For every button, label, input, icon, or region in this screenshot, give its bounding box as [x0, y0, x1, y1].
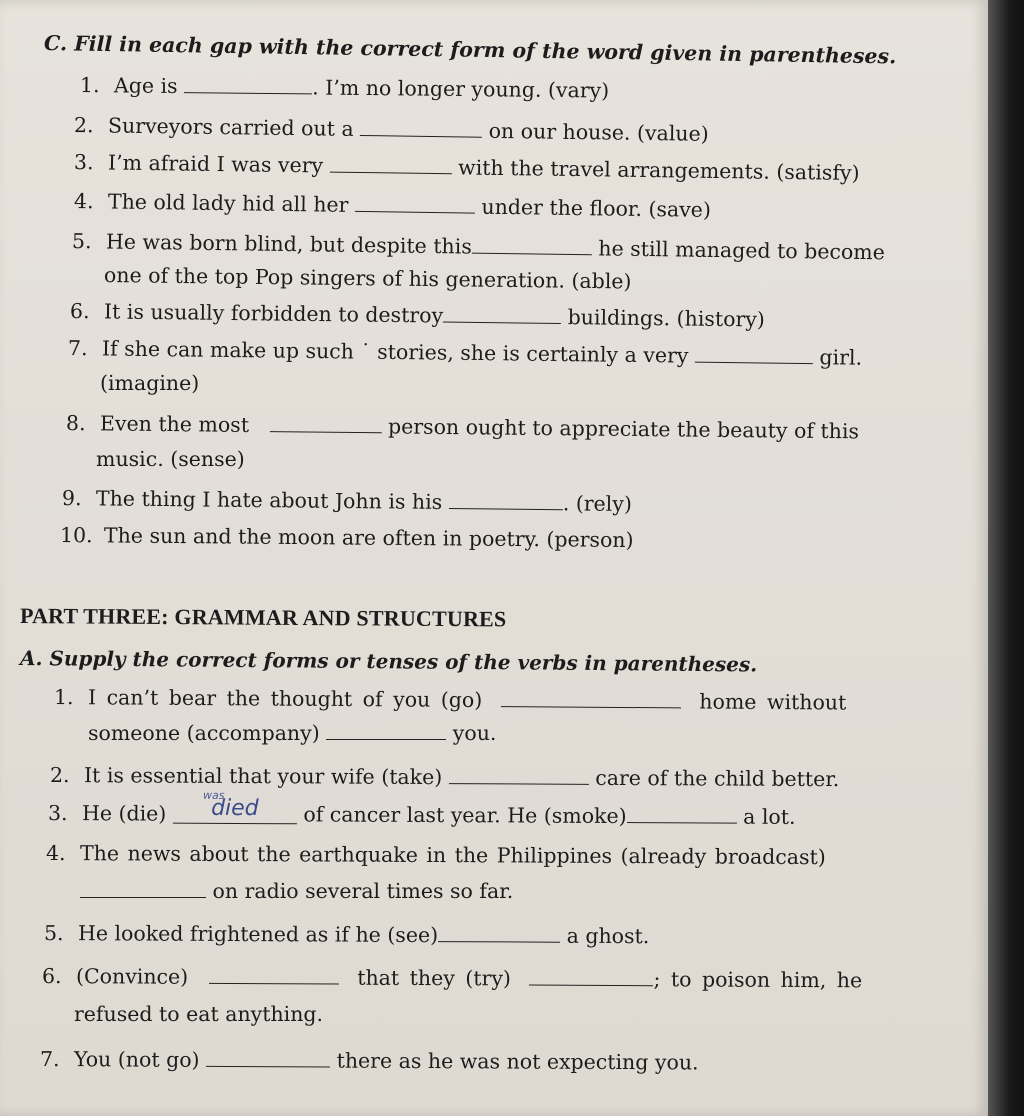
- item-text: Age is: [113, 73, 178, 99]
- item-text: one of the top Pop singers of his generation. (able): [103, 263, 632, 294]
- item-text: girl.: [819, 345, 863, 370]
- a-item-7: [40, 1046, 699, 1075]
- c-item-5-cont: [104, 262, 632, 294]
- answer-blank[interactable]: [269, 415, 381, 433]
- item-text: there as he was not expecting you.: [336, 1048, 699, 1075]
- answer-blank[interactable]: [330, 156, 452, 175]
- item-number: 2.: [49, 763, 70, 788]
- c-item-6: [70, 298, 765, 332]
- answer-blank[interactable]: [529, 969, 653, 987]
- answer-blank[interactable]: [449, 492, 563, 510]
- item-text: refused to eat anything.: [74, 1002, 324, 1026]
- item-text: It is usually forbidden to destroy: [103, 299, 444, 328]
- answer-blank[interactable]: [209, 967, 339, 985]
- a-item-5: [44, 920, 649, 949]
- section-a-heading: A. Supply the correct forms or tenses of the verbs in parentheses.: [19, 646, 758, 677]
- c-item-1: [80, 72, 609, 104]
- item-text: You (not go): [73, 1047, 200, 1072]
- a-item-2: [50, 762, 840, 792]
- answer-blank[interactable]: [449, 767, 589, 785]
- item-text: you.: [452, 721, 497, 745]
- handwritten-answer: died: [211, 795, 259, 822]
- item-number: 4.: [73, 189, 94, 214]
- item-text: The thing I hate about John is his: [95, 486, 443, 514]
- answer-blank[interactable]: [627, 806, 737, 824]
- item-text: on radio several times so far.: [212, 879, 514, 903]
- item-text: He was born blind, but despite this: [105, 229, 472, 259]
- c-item-7-cont: [100, 370, 199, 396]
- c-item-4: [74, 188, 711, 223]
- handwritten-note: was: [202, 788, 225, 802]
- item-text: that they (try): [357, 965, 512, 991]
- item-text: I can’t bear the thought of you (go): [87, 685, 483, 712]
- c-item-5: [72, 228, 885, 265]
- item-text: (imagine): [100, 371, 200, 395]
- answer-blank[interactable]: [501, 690, 681, 708]
- item-text: He (die): [81, 801, 167, 826]
- item-text: under the floor. (save): [481, 194, 712, 222]
- answer-blank[interactable]: [443, 306, 561, 324]
- answer-blank[interactable]: [184, 76, 312, 94]
- item-number: 7.: [39, 1047, 60, 1072]
- item-number: 1.: [53, 685, 74, 710]
- answer-blank[interactable]: [206, 1050, 330, 1068]
- item-text: Even the most: [99, 411, 250, 437]
- item-text: (Convince): [75, 964, 189, 989]
- item-text: a lot.: [743, 804, 796, 829]
- a-item-6-cont: [74, 1001, 323, 1027]
- a-item-6: [42, 963, 862, 993]
- item-text: I’m afraid I was very: [107, 150, 324, 178]
- c-item-10: [60, 522, 634, 553]
- item-number: 5.: [71, 229, 92, 254]
- item-number: 7.: [67, 336, 88, 361]
- a-item-1-cont: [88, 720, 496, 746]
- item-text: The news about the earthquake in the Philippines (already broadcast): [79, 841, 826, 870]
- item-text: . (rely): [562, 491, 633, 516]
- section-c-heading: C. Fill in each gap with the correct form of the word given in parentheses.: [43, 31, 897, 69]
- c-item-3: [74, 149, 860, 186]
- answer-blank[interactable]: [438, 925, 560, 943]
- a-item-4: [46, 840, 826, 870]
- c-item-2: [74, 112, 709, 147]
- item-text: Surveyors carried out a: [107, 113, 354, 141]
- item-text: care of the child better.: [595, 765, 840, 792]
- answer-blank[interactable]: [355, 195, 475, 214]
- item-number: 3.: [73, 150, 94, 175]
- item-text: If she can make up such ˙ stories, she is certainly a very: [101, 336, 689, 368]
- c-item-7: [68, 335, 862, 371]
- item-text: He looked frightened as if he (see): [77, 921, 439, 948]
- item-number: 5.: [43, 921, 64, 946]
- c-item-9: [62, 485, 632, 517]
- c-item-8: [66, 410, 859, 444]
- item-text: ; to poison him, he: [653, 967, 863, 993]
- item-text: It is essential that your wife (take): [83, 763, 443, 790]
- answer-blank[interactable]: [326, 723, 446, 740]
- item-number: 3.: [47, 801, 68, 826]
- answer-blank[interactable]: [360, 119, 482, 138]
- item-text: home without: [699, 689, 847, 715]
- item-number: 4.: [45, 841, 66, 866]
- answer-blank-filled[interactable]: [173, 788, 297, 825]
- item-text: buildings. (history): [567, 305, 766, 332]
- part-three-title: PART THREE: GRAMMAR AND STRUCTURES: [19, 603, 507, 632]
- c-item-8-cont: [96, 446, 245, 472]
- item-number: 2.: [73, 113, 94, 138]
- item-number: 1.: [79, 73, 100, 98]
- item-number: 6.: [69, 299, 90, 324]
- book-edge: [988, 0, 1024, 1116]
- item-text: with the travel arrangements. (satisfy): [457, 155, 860, 185]
- item-number: 10.: [59, 523, 93, 548]
- item-number: 8.: [65, 411, 86, 436]
- answer-blank[interactable]: [80, 881, 206, 898]
- a-item-4-cont: [80, 878, 513, 904]
- answer-blank[interactable]: [472, 237, 592, 256]
- item-text: The old lady hid all her: [107, 189, 349, 217]
- item-text: he still managed to become: [598, 236, 886, 265]
- item-text: on our house. (value): [488, 118, 709, 146]
- a-item-3: [47, 788, 796, 830]
- a-item-1: [54, 684, 846, 716]
- item-number: 9.: [61, 486, 82, 511]
- item-text: someone (accompany): [88, 721, 320, 745]
- answer-blank[interactable]: [695, 346, 813, 364]
- item-text: . I’m no longer young. (vary): [312, 75, 610, 103]
- item-text: of cancer last year. He (smoke): [303, 802, 627, 829]
- item-text: a ghost.: [566, 923, 650, 949]
- item-text: music. (sense): [96, 447, 245, 471]
- item-number: 6.: [41, 964, 62, 989]
- item-text: person ought to appreciate the beauty of this: [387, 414, 860, 444]
- item-text: The sun and the moon are often in poetry. (person): [103, 523, 634, 553]
